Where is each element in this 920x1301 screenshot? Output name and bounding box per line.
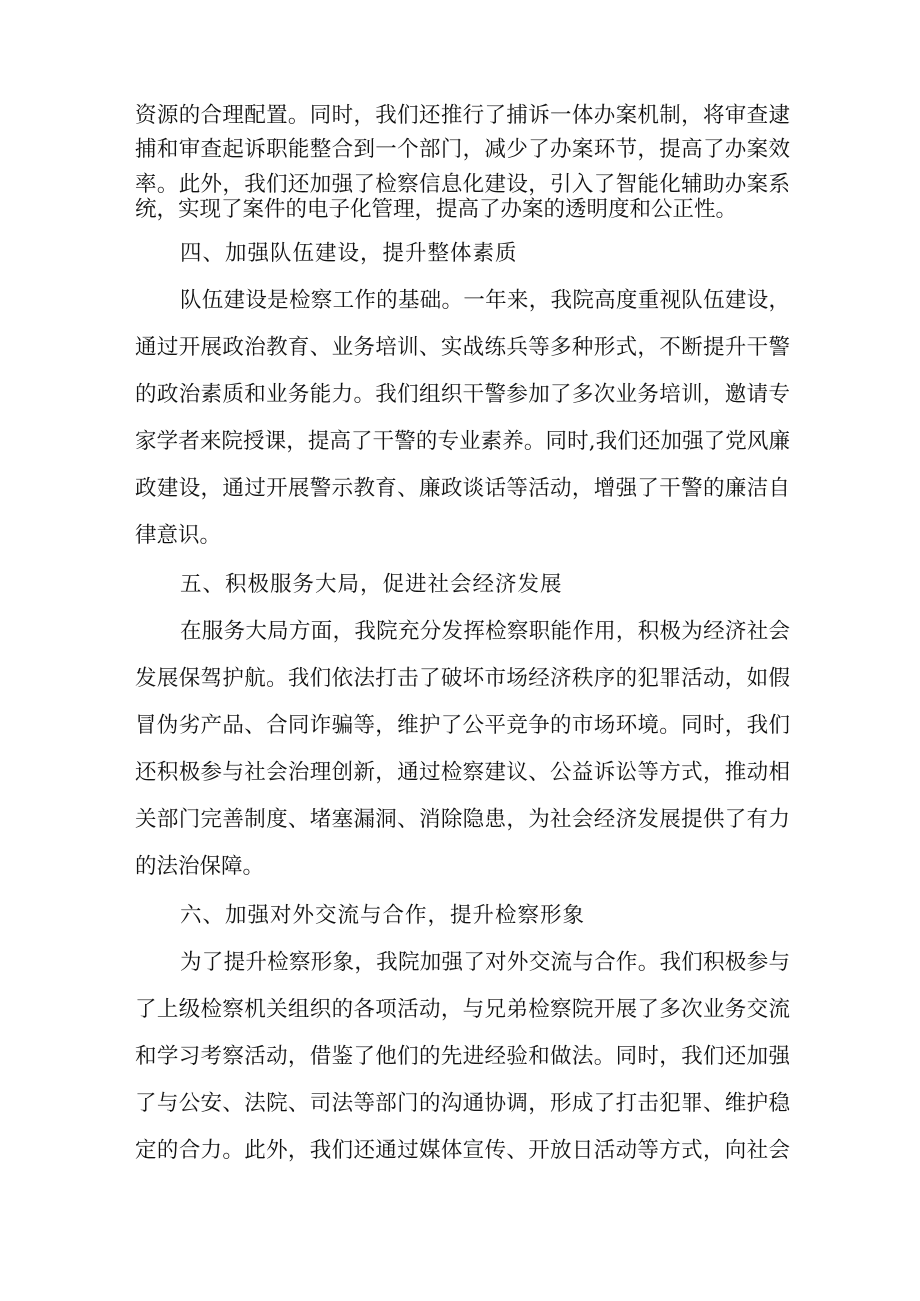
paragraph-line: 队伍建设是检察工作的基础。一年来，我院高度重视队伍建设， [180,288,790,313]
paragraph-line: 关部门完善制度、堵塞漏洞、消除隐患，为社会经济发展提供了有力 [135,807,790,832]
paragraph-line: 律意识。 [135,523,222,548]
paragraph-line: 定的合力。此外，我们还通过媒体宣传、开放日活动等方式，向社会 [135,1138,790,1163]
paragraph-line: 捕和审查起诉职能整合到一个部门，减少了办案环节，提高了办案效 [135,137,790,162]
paragraph-line: 政建设，通过开展警示教育、廉政谈话等活动，增强了干警的廉洁自 [135,476,790,501]
paragraph-line: 了上级检察机关组织的各项活动，与兄弟检察院开展了多次业务交流 [135,997,790,1022]
section-heading: 四、加强队伍建设，提升整体素质 [180,241,518,266]
paragraph-line: 通过开展政治教育、业务培训、实战练兵等多种形式，不断提升干警 [135,335,790,360]
paragraph-line: 在服务大局方面，我院充分发挥检察职能作用，积极为经济社会 [180,619,790,644]
paragraph-line: 家学者来院授课，提高了干警的专业素养。同时,我们还加强了党风廉 [135,429,790,454]
paragraph-line: 资源的合理配置。同时，我们还推行了捕诉一体办案机制，将审查逮 [135,103,790,128]
paragraph-line: 为了提升检察形象，我院加强了对外交流与合作。我们积极参与 [180,950,790,975]
paragraph-line: 了与公安、法院、司法等部门的沟通协调，形成了打击犯罪、维护稳 [135,1091,790,1116]
paragraph-line: 和学习考察活动，借鉴了他们的先进经验和做法。同时，我们还加强 [135,1044,790,1069]
section-heading: 六、加强对外交流与合作，提升检察形象 [180,903,586,928]
paragraph-line: 的法治保障。 [135,854,265,879]
paragraph-line: 统，实现了案件的电子化管理，提高了办案的透明度和公正性。 [135,197,738,222]
paragraph-line: 发展保驾护航。我们依法打击了破坏市场经济秩序的犯罪活动，如假 [135,666,790,691]
paragraph-line: 的政治素质和业务能力。我们组织干警参加了多次业务培训，邀请专 [135,382,790,407]
paragraph-line: 率。此外，我们还加强了检察信息化建设，引入了智能化辅助办案系 [135,172,790,197]
paragraph-line: 还积极参与社会治理创新，通过检察建议、公益诉讼等方式，推动相 [135,760,790,785]
section-heading: 五、积极服务大局，促进社会经济发展 [180,572,563,597]
paragraph-line: 冒伪劣产品、合同诈骗等，维护了公平竞争的市场环境。同时，我们 [135,713,790,738]
